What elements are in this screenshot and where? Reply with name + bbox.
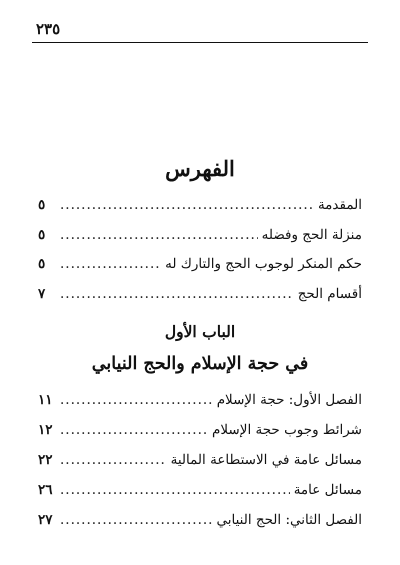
toc-entry-page: ٢٢ bbox=[38, 452, 53, 468]
toc-entry-page: ٢٧ bbox=[38, 512, 53, 528]
toc-entry bbox=[38, 512, 362, 542]
toc-entry-label: منزلة الحج وفضله bbox=[261, 226, 362, 243]
toc-entry-label: شرائط وجوب حجة الإسلام bbox=[212, 422, 362, 438]
dot-leader bbox=[60, 422, 208, 438]
toc-entry-page: ١٢ bbox=[38, 422, 53, 438]
part-title: الباب الأول bbox=[164, 322, 236, 341]
toc-entry-label: أقسام الحج bbox=[297, 285, 362, 302]
toc-entry-label: حكم المنكر لوجوب الحج والتارك له bbox=[165, 256, 362, 272]
dot-leader bbox=[60, 286, 294, 302]
dot-leader bbox=[60, 227, 258, 243]
dot-leader bbox=[60, 482, 290, 498]
toc-entry bbox=[38, 227, 362, 257]
toc-list-part1 bbox=[38, 392, 362, 542]
toc-entry bbox=[38, 482, 362, 512]
toc-entry-page: ٧ bbox=[38, 285, 46, 302]
toc-entry-label: مسائل عامة bbox=[293, 482, 362, 498]
dot-leader bbox=[60, 452, 167, 468]
toc-entry-label: مسائل عامة في الاستطاعة المالية bbox=[170, 452, 362, 468]
toc-entry-page: ٥ bbox=[38, 256, 46, 272]
toc-entry-label: الفصل الأول: حجة الإسلام bbox=[216, 392, 362, 408]
dot-leader bbox=[60, 392, 213, 408]
toc-entry bbox=[38, 256, 362, 286]
toc-entry bbox=[38, 422, 362, 452]
toc-entry-label: الفصل الثاني: الحج النيابي bbox=[216, 512, 362, 528]
part-subtitle: في حجة الإسلام والحج النيابي bbox=[91, 354, 309, 374]
toc-entry-page: ١١ bbox=[38, 392, 53, 408]
dot-leader bbox=[60, 197, 314, 213]
toc-entry bbox=[38, 392, 362, 422]
toc-entry bbox=[38, 286, 362, 316]
toc-title: الفهرس bbox=[165, 156, 235, 181]
dot-leader bbox=[60, 256, 161, 272]
toc-entry bbox=[38, 197, 362, 227]
page-number: ٢٣٥ bbox=[36, 20, 61, 38]
toc-entry-page: ٥ bbox=[38, 226, 46, 243]
toc-entry bbox=[38, 452, 362, 482]
dot-leader bbox=[60, 512, 212, 528]
toc-entry-label: المقدمة bbox=[317, 197, 362, 213]
toc-list-intro bbox=[38, 197, 362, 315]
toc-entry-page: ٥ bbox=[38, 197, 46, 213]
header-rule bbox=[32, 42, 368, 43]
toc-entry-page: ٢٦ bbox=[38, 482, 53, 498]
